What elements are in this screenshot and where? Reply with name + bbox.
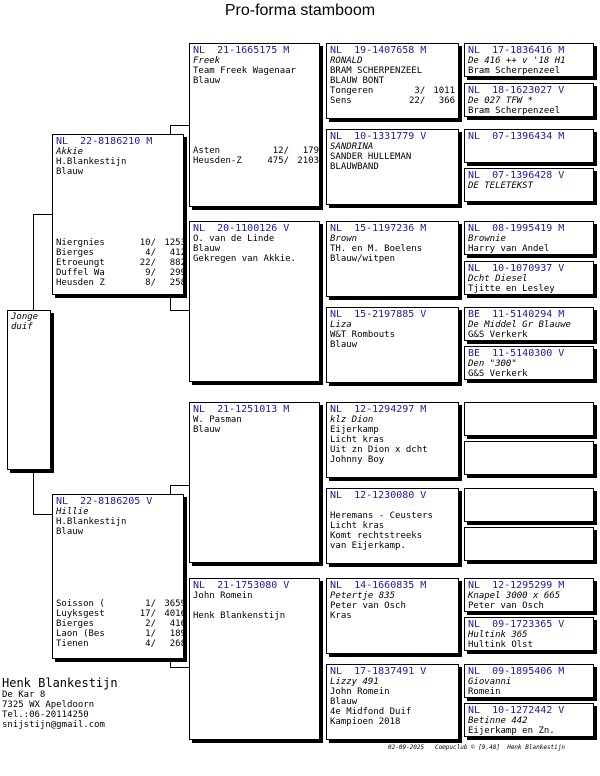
pigeon-name: Hultink 365	[468, 630, 528, 640]
great-grandparent-box	[326, 43, 459, 119]
owner-line: SANDER HULLEMAN	[330, 152, 412, 162]
pigeon-name: Den "300"	[468, 359, 517, 369]
subject-box	[7, 310, 51, 470]
grandparent-box	[189, 402, 320, 563]
owner-line: Bram Scherpenzeel	[468, 66, 561, 76]
ring-number: NL 08-1995419 M	[468, 223, 565, 234]
gen4-box	[464, 307, 594, 341]
color-line: Blauw	[193, 244, 221, 254]
owner-line: Peter van Osch	[468, 601, 544, 611]
ring-number: NL 17-1837491 V	[330, 666, 427, 677]
results-list	[193, 146, 319, 166]
owner-address: De Kar 8	[2, 690, 46, 700]
pigeon-name: Brownie	[468, 234, 506, 244]
ring-number: NL 12-1294297 M	[330, 404, 427, 415]
gen4-box-empty	[464, 402, 594, 436]
spacer-line	[193, 601, 316, 611]
connector-line	[170, 310, 189, 311]
pigeon-name: DE TELETEKST	[468, 181, 534, 191]
ring-number: NL 12-1295299 M	[468, 580, 565, 591]
ring-number: NL 19-1407658 M	[330, 45, 427, 56]
result-row: Heusden Z 8/ 258	[56, 278, 186, 288]
pigeon-name: Betinne 442	[468, 716, 528, 726]
great-grandparent-box	[326, 402, 459, 478]
great-grandparent-box	[326, 664, 459, 740]
gen4-box	[464, 346, 594, 380]
connector-line	[170, 125, 189, 126]
gen4-box	[464, 664, 594, 698]
owner-line: W&T Rombouts	[330, 330, 396, 340]
owner-city: 7325 WX Apeldoorn	[2, 700, 95, 710]
ring-number: NL 09-1895406 M	[468, 666, 565, 677]
owner-line: Eijerkamp en Zn.	[468, 726, 555, 736]
pigeon-name: Akkie	[56, 147, 84, 157]
ring-number: NL 15-2197885 V	[330, 309, 427, 320]
owner-email[interactable]: snijstijn@gmail.com	[2, 720, 105, 730]
owner-line: Hultink Olst	[468, 640, 534, 650]
note-line: Henk Blankenstijn	[193, 611, 286, 621]
color-line: Blauw	[193, 425, 221, 435]
owner-line: Team Freek Wagenaar	[193, 66, 296, 76]
owner-line: O. van de Linde	[193, 234, 275, 244]
ring-number: NL 07-1396428 V	[468, 170, 565, 181]
color-line: BLAUW BONT	[330, 76, 385, 86]
pigeon-name: Giovanni	[468, 677, 512, 687]
ring-number: NL 10-1331779 V	[330, 131, 427, 142]
pigeon-name: De 027 TFW *	[468, 96, 534, 106]
great-grandparent-box	[326, 221, 459, 297]
gen4-box	[464, 578, 594, 612]
ring-number: BE 11-5140300 V	[468, 348, 565, 359]
pigeon-name: Brown	[330, 234, 358, 244]
parent-box-sire	[52, 134, 184, 295]
owner-line: Romein	[468, 687, 501, 697]
gen4-box	[464, 129, 594, 163]
pigeon-name: De Middel Gr Blauwe	[468, 320, 571, 330]
owner-line: G&S Verkerk	[468, 369, 528, 379]
gen4-box	[464, 83, 594, 117]
owner-line: Peter van Osch	[330, 601, 406, 611]
result-row: Heusden-Z 475/ 2103	[193, 156, 319, 166]
color-line: Blauw	[193, 76, 221, 86]
ring-number: NL 10-1272442 V	[468, 705, 565, 716]
owner-line: Heremans - Ceusters	[330, 511, 433, 521]
ring-number: NL 21-1665175 M	[193, 45, 290, 56]
connector-line	[33, 214, 52, 215]
owner-line: Bram Scherpenzeel	[468, 106, 561, 116]
page-title: Pro-forma stamboom	[224, 2, 376, 19]
result-row: Soisson ( 1/ 3659	[56, 599, 186, 609]
owner-block	[2, 676, 118, 730]
ring-number: NL 21-1753080 V	[193, 580, 290, 591]
color-line: Kras	[330, 611, 352, 621]
gen4-box	[464, 261, 594, 295]
owner-line: Eijerkamp	[330, 425, 379, 435]
color-line: BLAUWBAND	[330, 162, 379, 172]
result-row: Duffel Wa 9/ 299	[56, 268, 186, 278]
owner-line: H.Blankestijn	[56, 517, 127, 527]
note-line: Uit zn Dion x dcht	[330, 445, 428, 455]
color-line: Blauw/witpen	[330, 254, 396, 264]
grandparent-box	[189, 221, 320, 382]
owner-line: BRAM SCHERPENZEEL	[330, 66, 423, 76]
pigeon-name: RONALD	[330, 56, 363, 66]
ring-number: NL 15-1197236 M	[330, 223, 427, 234]
ring-number: NL 07-1396434 M	[468, 131, 565, 142]
pigeon-name: Lizzy 491	[330, 677, 379, 687]
great-grandparent-box	[326, 307, 459, 383]
owner-phone: Tel.:06-20114250	[2, 710, 89, 720]
result-row: Niergnies 10/ 1253	[56, 238, 186, 248]
color-line: Blauw	[330, 340, 358, 350]
ring-number: NL 20-1100126 V	[193, 223, 290, 234]
pigeon-name: klz Dion	[330, 415, 374, 425]
owner-line: TH. en M. Boelens	[330, 244, 423, 254]
great-grandparent-box	[326, 129, 459, 205]
pigeon-name: SANDRINA	[330, 142, 374, 152]
result-row: Luyksgest 17/ 4016	[56, 609, 186, 619]
note-line: Komt rechtstreeks	[330, 531, 423, 541]
ring-number: NL 22-8186205 V	[56, 496, 153, 507]
pigeon-name: Hillie	[56, 507, 89, 517]
note-line: van Eijerkamp.	[330, 541, 406, 551]
result-row: Etroeungt 22/ 882	[56, 258, 186, 268]
results-list	[56, 599, 186, 649]
ring-number: NL 18-1623027 V	[468, 85, 565, 96]
color-line: Blauw	[330, 697, 358, 707]
connector-line	[33, 514, 52, 515]
ring-number: NL 09-1723365 V	[468, 619, 565, 630]
color-line: Licht kras	[330, 521, 385, 531]
owner-line: H.Blankestijn	[56, 157, 127, 167]
ring-number: NL 17-1836416 M	[468, 45, 565, 56]
ring-number: NL 10-1070937 V	[468, 263, 565, 274]
results-list	[56, 238, 186, 288]
ring-number: NL 22-8186210 M	[56, 136, 153, 147]
note-line: 4e Midfond Duif	[330, 707, 412, 717]
grandparent-box	[189, 578, 320, 740]
pigeon-name: Petertje 835	[330, 591, 396, 601]
owner-line: Harry van Andel	[468, 244, 550, 254]
gen4-box-empty	[464, 488, 594, 522]
connector-line	[170, 667, 189, 668]
gen4-box	[464, 703, 594, 737]
owner-line: W. Pasman	[193, 415, 242, 425]
grandparent-box	[189, 43, 320, 207]
result-row: Bierges 4/ 412	[56, 248, 186, 258]
ring-number: NL 14-1660835 M	[330, 580, 427, 591]
result-row: Sens 22/ 366	[330, 96, 456, 106]
great-grandparent-box	[326, 488, 459, 564]
gen4-box	[464, 221, 594, 255]
ring-number: NL 21-1251013 M	[193, 404, 290, 415]
pigeon-name: De 416 ++ v '18 H1	[468, 56, 566, 66]
subject-name: Jonge duif	[11, 312, 39, 332]
result-row: Laon (Bes 1/ 189	[56, 629, 186, 639]
color-line: Blauw	[56, 167, 84, 177]
gen4-box	[464, 617, 594, 651]
gen4-box	[464, 168, 594, 202]
result-row: Tongeren 3/ 1011	[330, 86, 456, 96]
owner-line: John Romein	[330, 687, 390, 697]
color-line: Licht kras	[330, 435, 385, 445]
connector-line	[170, 485, 189, 486]
color-line: Blauw	[56, 527, 84, 537]
owner-name: Henk Blankestijn	[2, 676, 118, 690]
ring-number: NL 12-1230080 V	[330, 490, 427, 501]
owner-line: Tjitte en Lesley	[468, 284, 555, 294]
great-grandparent-box	[326, 578, 459, 654]
owner-line: G&S Verkerk	[468, 330, 528, 340]
result-row: Tienen 4/ 268	[56, 639, 186, 649]
note-line: Johnny Boy	[330, 455, 385, 465]
footer-credit: 02-09-2025 Compuclub © [9.48] Henk Blankestijn	[388, 744, 566, 751]
spacer-line	[330, 501, 455, 511]
note-line: Kampioen 2018	[330, 717, 401, 727]
parent-box-dam	[52, 494, 184, 659]
owner-line: John Romein	[193, 591, 253, 601]
ring-number: BE 11-5140294 M	[468, 309, 565, 320]
pigeon-name: Dcht Diesel	[468, 274, 528, 284]
gen4-box-empty	[464, 441, 594, 475]
pigeon-name: Liza	[330, 320, 352, 330]
pigeon-name: Knapel 3000 x 665	[468, 591, 561, 601]
note-line: Gekregen van Akkie.	[193, 254, 296, 264]
pigeon-name: Freek	[193, 56, 221, 66]
gen4-box	[464, 43, 594, 77]
gen4-box-empty	[464, 527, 594, 561]
result-row: Bierges 2/ 416	[56, 619, 186, 629]
result-row: Asten 12/ 179	[193, 146, 319, 156]
